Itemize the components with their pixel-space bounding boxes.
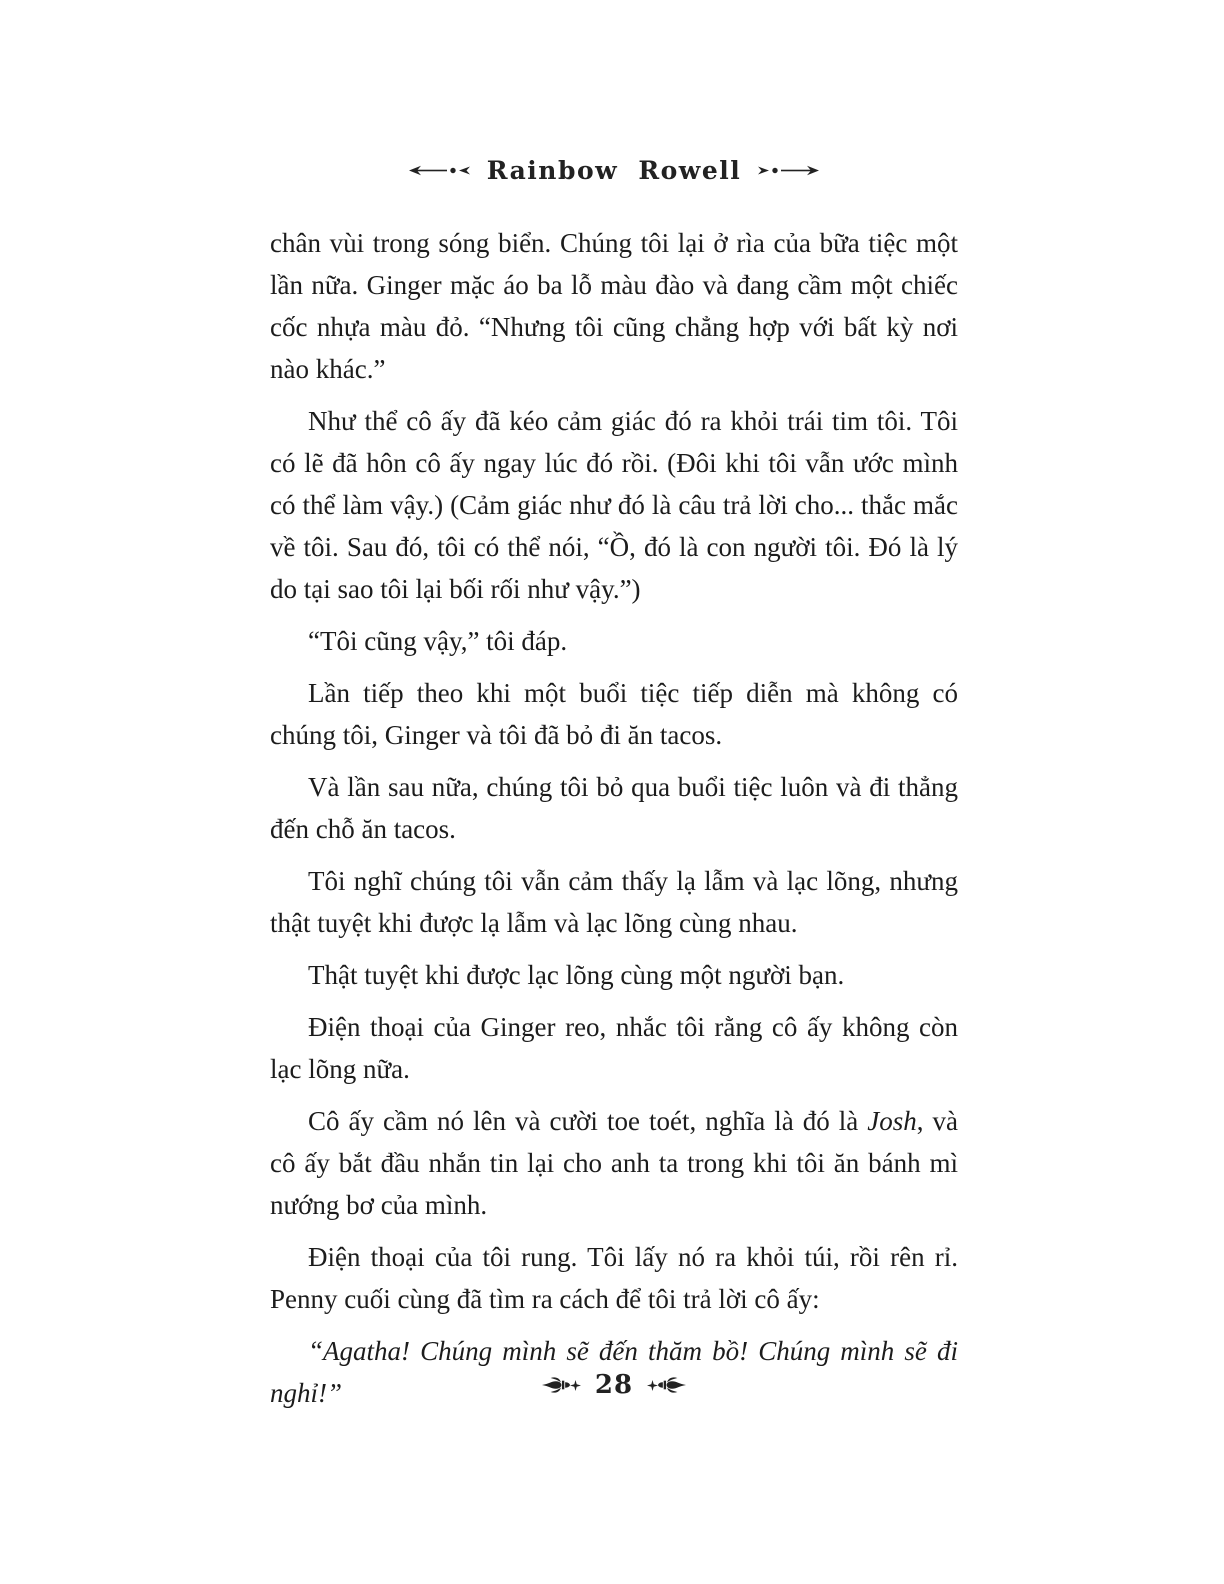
italic-name: Josh: [867, 1106, 917, 1136]
paragraph-quote-italic: “Agatha! Chúng mình sẽ đến thăm bồ! Chúng mình sẽ đi nghỉ!”: [270, 1336, 958, 1408]
fleur-de-lis-right-icon: [663, 1371, 681, 1399]
paragraph: Như thể cô ấy đã kéo cảm giác đó ra khỏi trái tim tôi. Tôi có lẽ đã hôn cô ấy ngay lúc đó rồi. (Đôi khi tôi vẫn ước mình có thể làm vậy.) (Cảm giác như đó là câu trả lời cho... thắc mắc về tôi. Sau đó, tôi có thể nói, “Ồ, đó là con người tôi. Đó là lý do tại sao tôi lại bối rối như vậy.”): [270, 406, 958, 604]
paragraph: chân vùi trong sóng biển. Chúng tôi lại ở rìa của bữa tiệc một lần nữa. Ginger mặc áo ba lỗ màu đào và đang cầm một chiếc cốc nhựa màu đỏ. “Nhưng tôi cũng chẳng hợp với bất kỳ nơi nào khác.”: [270, 228, 958, 384]
fleur-de-lis-left-icon: [547, 1371, 565, 1399]
paragraph: Tôi nghĩ chúng tôi vẫn cảm thấy lạ lẫm và lạc lõng, nhưng thật tuyệt khi được lạ lẫm và lạc lõng cùng nhau.: [270, 866, 958, 938]
paragraph-with-italic: [270, 1100, 958, 1226]
paragraph: Lần tiếp theo khi một buổi tiệc tiếp diễn mà không có chúng tôi, Ginger và tôi đã bỏ đi ăn tacos.: [270, 678, 958, 750]
page-number: 28: [594, 1370, 634, 1400]
paragraph: “Tôi cũng vậy,” tôi đáp.: [308, 626, 568, 656]
star-ornament-icon: [570, 1380, 581, 1391]
paragraph: Và lần sau nữa, chúng tôi bỏ qua buổi tiệc luôn và đi thẳng đến chỗ ăn tacos.: [270, 772, 958, 844]
footer-ornament-left: [547, 1371, 581, 1399]
paragraph: Thật tuyệt khi được lạc lõng cùng một người bạn.: [308, 960, 845, 990]
page-footer: [270, 1370, 958, 1400]
running-header: [270, 156, 958, 185]
body-text: [270, 222, 958, 1424]
running-title: Rainbow Rowell: [486, 156, 742, 185]
header-arrow-right-icon: [757, 164, 819, 177]
paragraph: Điện thoại của tôi rung. Tôi lấy nó ra khỏi túi, rồi rên rỉ. Penny cuối cùng đã tìm ra cách để tôi trả lời cô ấy:: [270, 1242, 958, 1314]
paragraph-segment: , và cô ấy bắt đầu nhắn tin lại cho anh ta trong khi tôi ăn bánh mì nướng bơ của mình.: [270, 1106, 959, 1220]
paragraph-segment: Cô ấy cầm nó lên và cười toe toét, nghĩa là đó là: [308, 1106, 868, 1136]
footer-ornament-right: [647, 1371, 681, 1399]
paragraph: Điện thoại của Ginger reo, nhắc tôi rằng cô ấy không còn lạc lõng nữa.: [270, 1012, 958, 1084]
header-arrow-left-icon: [409, 164, 471, 177]
star-ornament-icon: [647, 1380, 658, 1391]
